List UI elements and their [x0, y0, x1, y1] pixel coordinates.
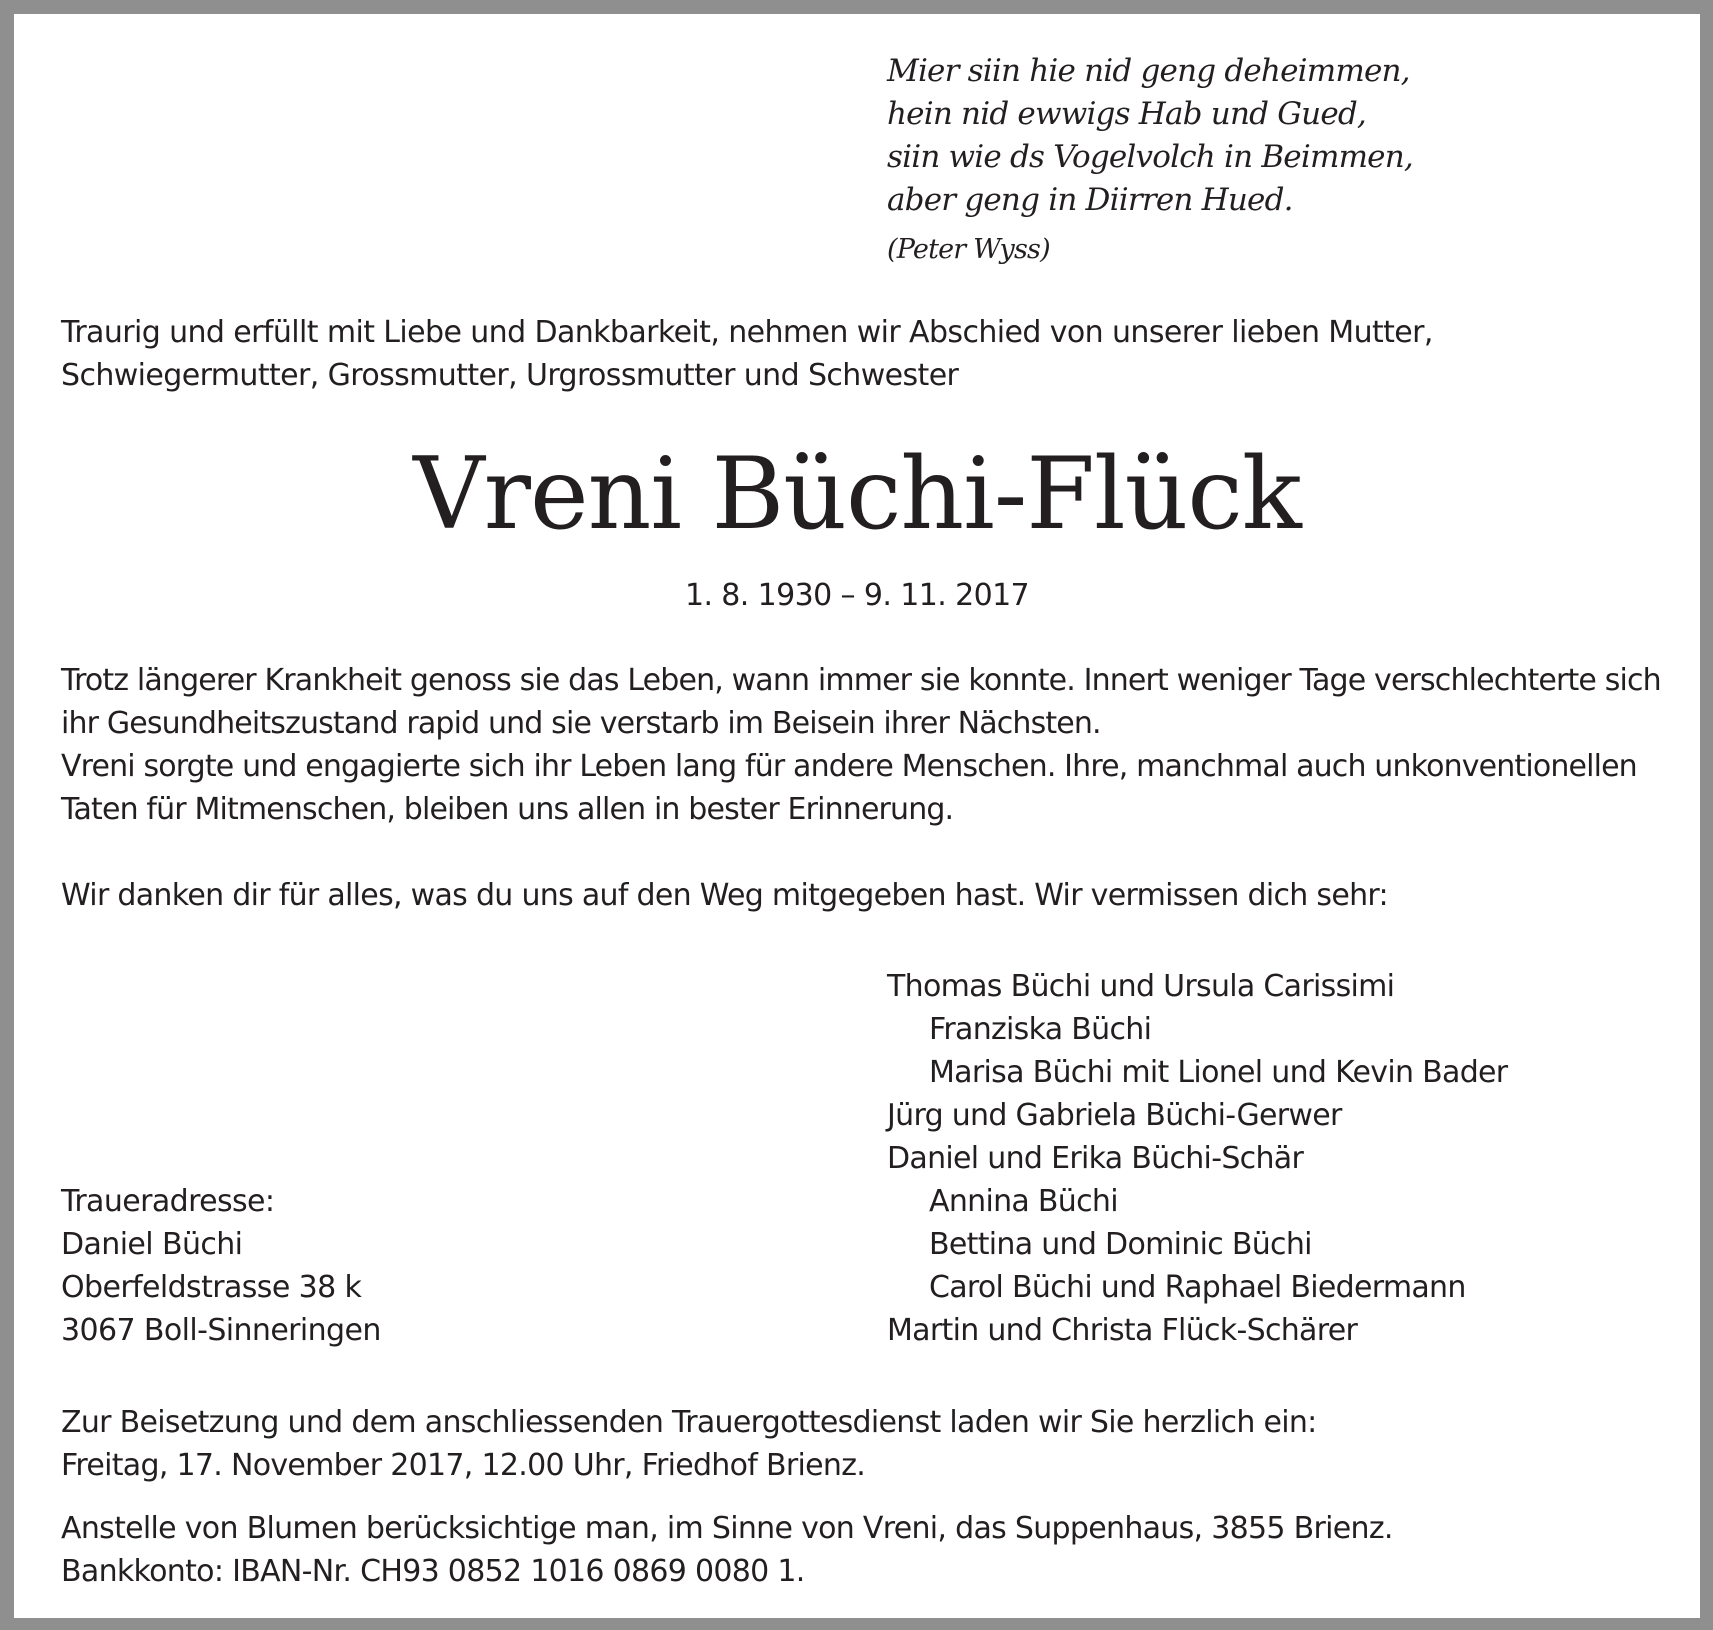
family-member: Marisa Büchi mit Lionel und Kevin Bader — [929, 1055, 1508, 1090]
bank-account: Bankkonto: IBAN-Nr. CH93 0852 1016 0869 0080 1. — [61, 1554, 805, 1589]
family-member: Daniel und Erika Büchi-Schär — [887, 1141, 1304, 1176]
thanks-text: Wir danken dir für alles, was du uns auf den Weg mitgegeben hast. Wir vermissen dich sehr: — [61, 878, 1388, 913]
body-paragraph: Vreni sorgte und engagierte sich ihr Leben lang für andere Menschen. Ihre, manchmal auch unkonventionellen Taten für Mitmenschen, bleiben uns allen in bester Erinnerung. — [61, 749, 1637, 827]
poem-line: aber geng in Diirren Hued. — [887, 182, 1293, 218]
family-member: Martin und Christa Flück-Schärer — [887, 1313, 1358, 1348]
obituary-sheet — [14, 14, 1700, 1618]
funeral-info — [61, 1401, 1317, 1487]
family-list — [887, 965, 1507, 1352]
family-member: Franziska Büchi — [929, 1012, 1152, 1047]
family-member: Carol Büchi und Raphael Biedermann — [929, 1270, 1466, 1305]
body-text — [61, 659, 1681, 831]
poem-line: hein nid ewwigs Hab und Gued, — [887, 96, 1366, 132]
address-city: 3067 Boll-Sinneringen — [61, 1313, 381, 1348]
poem — [887, 50, 1413, 271]
address-name: Daniel Büchi — [61, 1227, 243, 1262]
family-member: Bettina und Dominic Büchi — [929, 1227, 1312, 1262]
address-street: Oberfeldstrasse 38 k — [61, 1270, 362, 1305]
body-paragraph: Trotz längerer Krankheit genoss sie das Leben, wann immer sie konnte. Innert weniger Tage verschlechterte sich ihr Gesundheitszustand rapid und sie verstarb im Beisein ihrer Nächsten. — [61, 663, 1661, 741]
mourning-address — [61, 1180, 381, 1352]
family-member: Jürg und Gabriela Büchi-Gerwer — [887, 1098, 1342, 1133]
address-label: Traueradresse: — [61, 1184, 275, 1219]
funeral-invitation: Zur Beisetzung und dem anschliessenden Trauergottesdienst laden wir Sie herzlich ein: — [61, 1405, 1317, 1440]
poem-line: siin wie ds Vogelvolch in Beimmen, — [887, 139, 1413, 175]
intro-text: Traurig und erfüllt mit Liebe und Dankbarkeit, nehmen wir Abschied von unserer lieben Mutter, Schwiegermutter, Grossmutter, Urgrossmutter und Schwester — [61, 315, 1433, 393]
donation-text: Anstelle von Blumen berücksichtige man, im Sinne von Vreni, das Suppenhaus, 3855 Brienz. — [61, 1511, 1393, 1546]
life-dates: 1. 8. 1930 – 9. 11. 2017 — [684, 578, 1030, 613]
donation-info — [61, 1507, 1393, 1593]
funeral-date-place: Freitag, 17. November 2017, 12.00 Uhr, Friedhof Brienz. — [61, 1448, 866, 1483]
poem-author: (Peter Wyss) — [887, 234, 1050, 265]
poem-line: Mier siin hie nid geng deheimmen, — [887, 53, 1410, 89]
family-member: Annina Büchi — [929, 1184, 1118, 1219]
deceased-name: Vreni Büchi-Flück — [413, 437, 1301, 552]
family-member: Thomas Büchi und Ursula Carissimi — [887, 969, 1395, 1004]
